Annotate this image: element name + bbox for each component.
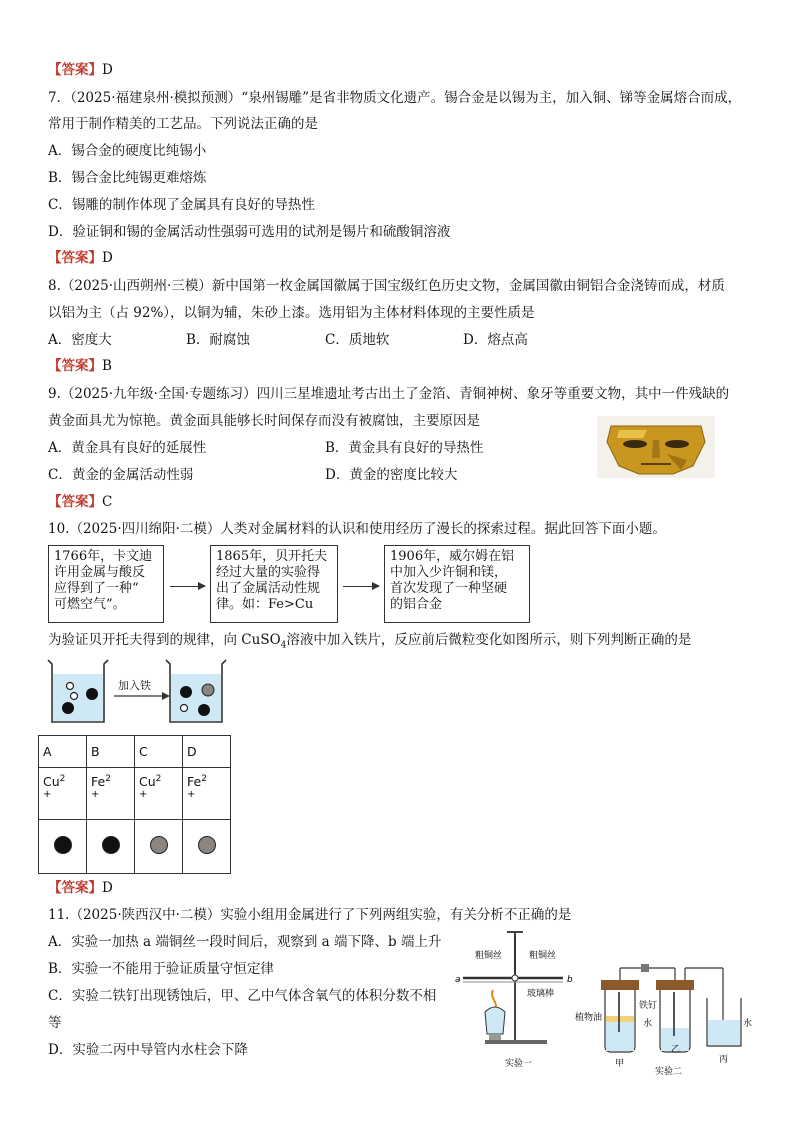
table-dot-c	[135, 820, 183, 874]
answer-tag: 【答案】	[48, 62, 102, 78]
experiment-figures	[455, 928, 755, 1076]
beaker-before	[48, 660, 108, 722]
label-yi: 乙	[671, 1045, 681, 1055]
ion-sign: +	[139, 789, 148, 801]
table-letter-a: A	[39, 736, 87, 768]
q7-option-d: D．验证铜和锡的金属活动性强弱可选用的试剂是锡片和硫酸铜溶液	[48, 224, 451, 240]
ion-symbol: Fe	[91, 774, 106, 790]
q9-option-c: C．黄金的金属活动性弱	[48, 467, 194, 483]
q7-option-b: B．锡合金比纯锡更难熔炼	[48, 170, 207, 186]
q7-option-c: C．锡雕的制作体现了金属具有良好的导热性	[48, 197, 315, 213]
table-row	[39, 768, 231, 820]
beaker-diagram	[44, 656, 229, 728]
q7-answer-line	[48, 249, 113, 267]
label-b: b	[567, 975, 573, 985]
answer-value: D	[102, 880, 113, 896]
beaker-after	[166, 660, 226, 722]
q9-option-d: D．黄金的密度比较大	[325, 467, 458, 483]
table-dot-a	[39, 820, 87, 874]
sub-stem-subscript: 4	[280, 640, 287, 651]
table-letter-c: C	[135, 736, 183, 768]
ion-charge: 2	[59, 774, 66, 784]
answer-tag: 【答案】	[48, 494, 102, 510]
q8-stem-line1: 8.（2025·山西朔州·三模）新中国第一枚金属国徽属于国宝级红色历史文物，金属国徽由铜铝合金浇铸而成，材质	[48, 278, 725, 294]
q7-stem-line2: 常用于制作精美的工艺品。下列说法正确的是	[48, 116, 318, 132]
beaker-label: 加入铁	[118, 679, 151, 692]
table-row	[39, 820, 231, 874]
table-row	[39, 736, 231, 768]
ion-symbol: Cu	[139, 774, 156, 790]
q8-stem-line2: 以铝为主（占 92%），以铜为辅，朱砂上漆。选用铝为主体材料体现的主要性质是	[48, 305, 535, 321]
q10-sub-stem	[48, 631, 691, 655]
label-bing: 丙	[719, 1055, 729, 1065]
timeline-box-1865	[210, 545, 338, 623]
timeline-text: 首次发现了一种坚硬	[390, 581, 508, 596]
q11-option-a: A．实验一加热 a 端铜丝一段时间后，观察到 a 端下降、b 端上升	[48, 934, 442, 950]
q8-option-c: C．质地软	[325, 332, 390, 348]
q10-stem: 10.（2025·四川绵阳·二模）人类对金属材料的认识和使用经历了漫长的探索过程。据此回答下面小题。	[48, 521, 666, 537]
ion-symbol: Fe	[187, 774, 202, 790]
caption-experiment-one: 实验一	[505, 1059, 533, 1069]
timeline-box-1766	[48, 545, 164, 623]
q7-stem-line1: 7．（2025·福建泉州·模拟预测）“泉州锡雕”是省非物质文化遗产。锡合金是以锡为主，加入铜、锑等金属熔合而成，	[48, 90, 742, 106]
timeline-text: 1906年，威尔姆在铝	[390, 549, 515, 564]
timeline-text: 应得到了一种“	[54, 581, 139, 596]
q8-answer-line	[48, 357, 112, 375]
ion-charge: 2	[201, 774, 207, 784]
q11-option-d: D．实验二丙中导管内水柱会下降	[48, 1042, 248, 1058]
answer-value: B	[102, 358, 112, 374]
q6-answer-line	[48, 61, 113, 79]
ion-sign: +	[43, 789, 52, 801]
table-ion-c	[135, 768, 183, 820]
label-vegetable-oil: 植物油	[575, 1013, 603, 1023]
q11-stem: 11.（2025·陕西汉中·二模）实验小组用金属进行了下列两组实验，有关分析不正确的是	[48, 907, 572, 923]
black-particle-icon	[102, 836, 120, 854]
table-dot-d	[183, 820, 231, 874]
sub-stem-text: 溶液中加入铁片，反应前后微粒变化如图所示，则下列判断正确的是	[286, 632, 692, 648]
timeline-box-1906	[384, 545, 530, 623]
table-ion-b	[87, 768, 135, 820]
q11-option-b: B．实验一不能用于验证质量守恒定律	[48, 961, 274, 977]
timeline-text: 经过大量的实验得	[216, 565, 321, 580]
q9-answer-line	[48, 493, 112, 511]
timeline-text: 1766年，卡文迪	[54, 549, 153, 564]
answer-tag: 【答案】	[48, 358, 102, 374]
q11-option-c: C．实验二铁钉出现锈蚀后，甲、乙中气体含氧气的体积分数不相	[48, 988, 437, 1004]
label-water-1: 水	[643, 1019, 653, 1029]
ion-sign: +	[187, 789, 196, 801]
q9-stem-line2: 黄金面具尤为惊艳。黄金面具能够长时间保存而没有被腐蚀，主要原因是	[48, 413, 480, 429]
q9-stem-line1: 9.（2025·九年级·全国·专题练习）四川三星堆遗址考古出土了金箔、青铜神树、象牙等重要文物，其中一件残缺的	[48, 386, 730, 402]
label-jia: 甲	[615, 1059, 625, 1069]
timeline-arrow	[170, 586, 205, 587]
label-iron-nail: 铁钉	[639, 1001, 658, 1011]
timeline-text: 的铝合金	[390, 597, 443, 612]
timeline-text: 1865年，贝开托夫	[216, 549, 328, 564]
timeline-arrow	[343, 586, 379, 587]
q8-option-b: B．耐腐蚀	[186, 332, 250, 348]
table-ion-a	[39, 768, 87, 820]
label-copper-wire-1: 粗铜丝	[475, 951, 503, 961]
label-copper-wire-2: 粗铜丝	[529, 951, 557, 961]
q8-option-d: D．熔点高	[463, 332, 528, 348]
q7-option-a: A．锡合金的硬度比纯锡小	[48, 143, 207, 159]
arrow-add-iron	[114, 678, 170, 700]
answer-value: D	[102, 62, 113, 78]
table-dot-b	[87, 820, 135, 874]
timeline-text: 律。如：Fe>Cu	[216, 597, 314, 612]
label-a: a	[455, 975, 461, 985]
timeline-text: 出了金属活动性规	[216, 581, 321, 596]
table-letter-b: B	[87, 736, 135, 768]
q9-option-a: A．黄金具有良好的延展性	[48, 440, 207, 456]
timeline-text: 可燃空气”。	[54, 597, 126, 612]
table-letter-d: D	[183, 736, 231, 768]
table-ion-d	[183, 768, 231, 820]
ion-options-table	[38, 735, 231, 874]
timeline-text: 中加入少许铜和镁，	[390, 565, 508, 580]
experiment-two-diagram	[575, 964, 752, 1076]
q11-option-c-cont: 等	[48, 1015, 62, 1031]
answer-value: D	[102, 250, 113, 266]
gold-mask-image	[597, 416, 715, 478]
answer-value: C	[102, 494, 113, 510]
ion-sign: +	[91, 789, 100, 801]
q9-option-b: B．黄金具有良好的导热性	[325, 440, 484, 456]
gray-particle-icon	[198, 836, 216, 854]
experiment-one-diagram	[455, 932, 573, 1069]
answer-tag: 【答案】	[48, 250, 102, 266]
label-water-2: 水	[743, 1019, 753, 1029]
sub-stem-text: 为验证贝开托夫得到的规律，向 CuSO	[48, 632, 281, 648]
q8-option-a: A．密度大	[48, 332, 112, 348]
ion-symbol: Cu	[43, 774, 60, 790]
gray-particle-icon	[150, 836, 168, 854]
timeline-text: 许用金属与酸反	[54, 565, 146, 580]
caption-experiment-two: 实验二	[655, 1067, 683, 1076]
answer-tag: 【答案】	[48, 880, 102, 896]
label-glass-rod: 玻璃棒	[527, 989, 555, 999]
ion-charge: 2	[155, 774, 162, 784]
q10-answer-line	[48, 879, 113, 897]
ion-charge: 2	[105, 774, 111, 784]
black-particle-icon	[54, 836, 72, 854]
